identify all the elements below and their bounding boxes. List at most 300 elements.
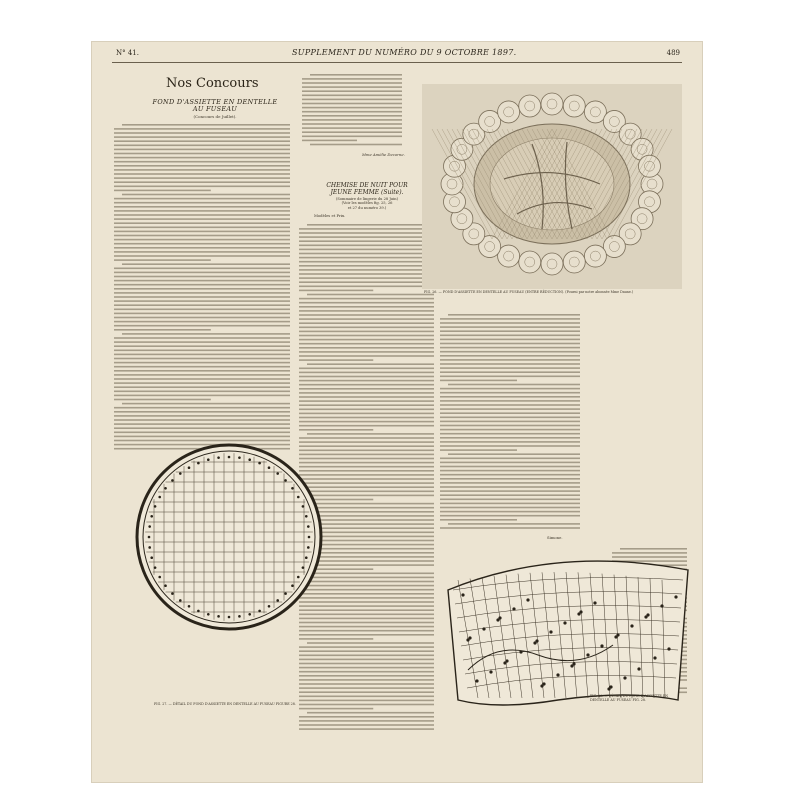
text-line bbox=[299, 724, 434, 726]
text-line bbox=[307, 224, 434, 226]
text-line bbox=[299, 236, 434, 238]
text-line bbox=[114, 382, 290, 384]
text-line bbox=[440, 417, 580, 419]
text-line bbox=[299, 290, 373, 292]
pin-dot bbox=[284, 479, 287, 482]
text-line bbox=[299, 409, 434, 411]
text-line bbox=[440, 490, 580, 492]
pin-dot bbox=[297, 496, 300, 499]
text-line bbox=[440, 421, 580, 423]
text-line bbox=[307, 503, 434, 505]
text-line bbox=[302, 123, 402, 125]
text-line bbox=[299, 298, 434, 300]
fan-pin-dot bbox=[674, 595, 677, 598]
doily-petal bbox=[541, 253, 563, 275]
text-line bbox=[299, 404, 434, 406]
text-line bbox=[299, 708, 373, 710]
text-line bbox=[114, 378, 290, 380]
text-line bbox=[299, 245, 434, 247]
text-line bbox=[299, 683, 434, 685]
text-line bbox=[440, 339, 580, 341]
text-line bbox=[114, 350, 290, 352]
pin-dot bbox=[291, 487, 294, 490]
fan-pin-dot bbox=[526, 598, 529, 601]
text-line bbox=[440, 355, 580, 357]
text-line bbox=[440, 527, 580, 529]
text-line bbox=[299, 388, 434, 390]
text-line bbox=[440, 396, 580, 398]
text-line bbox=[114, 276, 290, 278]
pin-dot bbox=[158, 496, 161, 499]
article-title-line1: FOND D'ASSIETTE EN DENTELLE bbox=[152, 98, 278, 106]
text-line bbox=[122, 263, 290, 265]
text-line bbox=[114, 145, 290, 147]
doily-petal bbox=[498, 101, 520, 123]
header-rule bbox=[112, 62, 682, 63]
fan-pin-dot bbox=[586, 653, 589, 656]
text-line bbox=[299, 273, 434, 275]
text-line bbox=[114, 415, 290, 417]
text-line bbox=[310, 144, 402, 146]
text-line bbox=[307, 433, 434, 435]
fan-pin-dot bbox=[630, 624, 633, 627]
text-line bbox=[114, 354, 290, 356]
text-line bbox=[299, 253, 434, 255]
text-line bbox=[114, 280, 290, 282]
pin-dot bbox=[308, 536, 311, 539]
text-line bbox=[440, 478, 580, 480]
pin-dot bbox=[248, 458, 251, 461]
text-line bbox=[299, 322, 434, 324]
text-line bbox=[299, 277, 434, 279]
text-line bbox=[299, 286, 434, 288]
text-line bbox=[440, 511, 580, 513]
fan-pin-dot bbox=[593, 601, 596, 604]
fan-pin-dot bbox=[637, 667, 640, 670]
text-line bbox=[299, 232, 434, 234]
fan-lace-diagram bbox=[438, 550, 693, 710]
text-line bbox=[114, 436, 290, 438]
text-line bbox=[440, 429, 580, 431]
text-line bbox=[299, 343, 434, 345]
text-line bbox=[114, 370, 290, 372]
text-line bbox=[299, 655, 434, 657]
signature-1: Mme Amélie Decorne. bbox=[362, 152, 405, 157]
text-line bbox=[299, 429, 373, 431]
pin-dot bbox=[258, 610, 261, 613]
pin-dot bbox=[238, 456, 241, 459]
pin-dot bbox=[228, 456, 231, 459]
text-line bbox=[114, 235, 290, 237]
text-line bbox=[114, 341, 290, 343]
text-line bbox=[114, 161, 290, 163]
text-line bbox=[440, 326, 580, 328]
caption-fig29: FIG. 29. — DÉTAIL DU FOND D'ASSIETTE EN DENTELLE AU FUSEAU FIG. 28. bbox=[590, 694, 669, 703]
text-line bbox=[114, 423, 290, 425]
text-line bbox=[114, 227, 290, 229]
text-line bbox=[440, 343, 580, 345]
text-line bbox=[302, 95, 402, 97]
text-line bbox=[114, 419, 290, 421]
signature-2: Simone. bbox=[547, 535, 563, 540]
text-line bbox=[114, 313, 290, 315]
text-line bbox=[299, 437, 434, 439]
text-line bbox=[114, 206, 290, 208]
text-line bbox=[299, 425, 434, 427]
pin-dot bbox=[150, 515, 153, 518]
text-line bbox=[299, 368, 434, 370]
text-line bbox=[302, 90, 402, 92]
article2-subtitle-line2: (Voir les modèles fig. 25, 26 bbox=[341, 201, 393, 206]
text-line bbox=[299, 663, 434, 665]
pin-dot bbox=[307, 525, 310, 528]
text-line bbox=[307, 294, 434, 296]
text-line bbox=[440, 449, 517, 451]
doily-petal bbox=[584, 101, 606, 123]
text-line bbox=[302, 82, 402, 84]
text-line bbox=[114, 321, 290, 323]
text-line bbox=[114, 210, 290, 212]
doily-petal bbox=[519, 251, 541, 273]
text-line bbox=[114, 165, 290, 167]
text-line bbox=[302, 78, 402, 80]
text-line bbox=[302, 127, 402, 129]
pin-dot bbox=[150, 556, 153, 559]
pin-dot bbox=[302, 505, 305, 508]
pin-dot bbox=[248, 613, 251, 616]
text-line bbox=[299, 306, 434, 308]
fan-pin-dot bbox=[653, 656, 656, 659]
article2-subtitle bbox=[307, 197, 427, 210]
text-line bbox=[302, 103, 402, 105]
text-line bbox=[299, 372, 434, 374]
text-line bbox=[122, 333, 290, 335]
text-line bbox=[440, 412, 580, 414]
text-line bbox=[440, 470, 580, 472]
text-line bbox=[114, 325, 290, 327]
text-line bbox=[114, 386, 290, 388]
fan-pin-dot bbox=[577, 612, 580, 615]
text-line bbox=[114, 153, 290, 155]
text-line bbox=[448, 384, 580, 386]
text-line bbox=[299, 716, 434, 718]
text-line bbox=[440, 437, 580, 439]
text-column-2-top bbox=[302, 72, 402, 147]
text-line bbox=[440, 404, 580, 406]
text-line bbox=[299, 269, 434, 271]
text-line bbox=[299, 359, 373, 361]
text-line bbox=[299, 413, 434, 415]
text-line bbox=[114, 288, 290, 290]
text-line bbox=[299, 421, 434, 423]
text-line bbox=[114, 140, 290, 142]
text-line bbox=[440, 335, 580, 337]
text-line bbox=[114, 374, 290, 376]
text-line bbox=[440, 425, 580, 427]
pin-dot bbox=[297, 576, 300, 579]
pin-dot bbox=[164, 487, 167, 490]
text-line bbox=[440, 482, 580, 484]
text-line bbox=[299, 265, 434, 267]
text-line bbox=[114, 239, 290, 241]
text-line bbox=[440, 376, 580, 378]
text-line bbox=[114, 329, 211, 331]
text-line bbox=[448, 314, 580, 316]
section-heading: Nos Concours bbox=[166, 76, 259, 91]
text-line bbox=[440, 462, 580, 464]
text-line bbox=[114, 202, 290, 204]
pin-dot bbox=[188, 466, 191, 469]
fan-pin-dot bbox=[461, 593, 464, 596]
pin-dot bbox=[305, 556, 308, 559]
text-line bbox=[299, 728, 434, 730]
text-line bbox=[299, 380, 434, 382]
text-line bbox=[114, 128, 290, 130]
text-line bbox=[114, 296, 290, 298]
text-line bbox=[299, 249, 434, 251]
pin-dot bbox=[291, 584, 294, 587]
text-line bbox=[299, 646, 434, 648]
text-line bbox=[299, 700, 434, 702]
text-line bbox=[440, 458, 580, 460]
pin-dot bbox=[179, 472, 182, 475]
text-line bbox=[299, 384, 434, 386]
text-line bbox=[114, 395, 290, 397]
text-line bbox=[114, 391, 290, 393]
fan-pin-dot bbox=[533, 641, 536, 644]
pin-dot bbox=[228, 616, 231, 619]
text-line bbox=[114, 304, 290, 306]
text-line bbox=[114, 231, 290, 233]
pin-dot bbox=[268, 605, 271, 608]
text-line bbox=[440, 466, 580, 468]
pin-dot bbox=[284, 592, 287, 595]
text-line bbox=[114, 243, 290, 245]
pin-dot bbox=[217, 456, 220, 459]
text-line bbox=[302, 86, 402, 88]
pin-dot bbox=[197, 610, 200, 613]
text-line bbox=[440, 445, 580, 447]
text-line bbox=[299, 696, 434, 698]
article2-subtitle-line3: et 27 du numéro 39.) bbox=[347, 205, 387, 210]
text-line bbox=[299, 396, 434, 398]
pin-dot bbox=[258, 462, 261, 465]
text-line bbox=[299, 355, 434, 357]
text-line bbox=[440, 330, 580, 332]
article2-subtitle-line1: (Sommaire de lingerie du 28 Juin) bbox=[336, 197, 398, 201]
text-line bbox=[299, 339, 434, 341]
text-line bbox=[440, 441, 580, 443]
text-line bbox=[310, 74, 402, 76]
text-line bbox=[440, 392, 580, 394]
text-line bbox=[299, 687, 434, 689]
text-line bbox=[114, 157, 290, 159]
doily-petal bbox=[584, 245, 606, 267]
text-line bbox=[448, 523, 580, 525]
text-line bbox=[440, 400, 580, 402]
text-line bbox=[299, 314, 434, 316]
pin-dot bbox=[207, 613, 210, 616]
text-line bbox=[299, 638, 373, 640]
text-line bbox=[299, 667, 434, 669]
fan-pin-dot bbox=[614, 635, 617, 638]
text-line bbox=[440, 347, 580, 349]
text-line bbox=[299, 720, 434, 722]
text-line bbox=[114, 149, 290, 151]
text-line bbox=[114, 214, 290, 216]
article-title-line2: AU FUSEAU bbox=[192, 105, 238, 113]
text-line bbox=[114, 222, 290, 224]
page-number: 489 bbox=[666, 49, 680, 57]
text-line bbox=[299, 671, 434, 673]
text-line bbox=[114, 181, 290, 183]
text-line bbox=[114, 177, 290, 179]
text-line bbox=[440, 499, 580, 501]
fan-pin-dot bbox=[512, 607, 515, 610]
article-subtitle: (Concours de Juillet). bbox=[193, 114, 237, 119]
pin-dot bbox=[217, 615, 220, 618]
fan-pin-dot bbox=[540, 684, 543, 687]
doily-petal bbox=[563, 251, 585, 273]
fan-pin-dot bbox=[503, 661, 506, 664]
text-line bbox=[299, 318, 434, 320]
fan-pin-dot bbox=[489, 670, 492, 673]
text-line bbox=[440, 363, 580, 365]
pin-dot bbox=[148, 546, 151, 549]
text-line bbox=[299, 331, 434, 333]
fan-pin-dot bbox=[549, 630, 552, 633]
doily-petal bbox=[519, 95, 541, 117]
pin-dot bbox=[188, 605, 191, 608]
pin-dot bbox=[276, 472, 279, 475]
supplement-title: SUPPLEMENT DU NUMÉRO DU 9 OCTOBRE 1897. bbox=[292, 48, 517, 57]
text-line bbox=[299, 650, 434, 652]
text-line bbox=[440, 519, 517, 521]
doily-petal bbox=[603, 236, 625, 258]
text-line bbox=[440, 359, 580, 361]
text-line bbox=[299, 400, 434, 402]
pin-dot bbox=[154, 505, 157, 508]
pin-dot bbox=[148, 525, 151, 528]
text-line bbox=[299, 659, 434, 661]
text-line bbox=[114, 169, 290, 171]
doily-petal bbox=[498, 245, 520, 267]
newspaper-page bbox=[92, 42, 702, 782]
text-line bbox=[302, 140, 357, 142]
text-line bbox=[122, 124, 290, 126]
text-line bbox=[299, 302, 434, 304]
text-line bbox=[307, 642, 434, 644]
text-line bbox=[440, 367, 580, 369]
pin-dot bbox=[305, 515, 308, 518]
text-line bbox=[440, 371, 580, 373]
text-line bbox=[114, 399, 211, 401]
text-line bbox=[114, 411, 290, 413]
text-line bbox=[114, 432, 290, 434]
text-line bbox=[114, 337, 290, 339]
article2-title bbox=[307, 182, 427, 196]
text-line bbox=[440, 322, 580, 324]
text-line bbox=[302, 136, 402, 138]
fan-pin-dot bbox=[660, 604, 663, 607]
text-line bbox=[299, 327, 434, 329]
text-line bbox=[114, 292, 290, 294]
text-line bbox=[114, 362, 290, 364]
text-line bbox=[302, 115, 402, 117]
fan-pin-dot bbox=[667, 647, 670, 650]
text-line bbox=[114, 345, 290, 347]
fan-pin-dot bbox=[607, 687, 610, 690]
fan-pin-dot bbox=[556, 673, 559, 676]
text-line bbox=[299, 257, 434, 259]
circular-lace-diagram bbox=[134, 442, 324, 632]
doily-photo-figure bbox=[422, 84, 682, 289]
doily-petal bbox=[541, 93, 563, 115]
pin-dot bbox=[276, 599, 279, 602]
pin-dot bbox=[171, 592, 174, 595]
text-line bbox=[299, 675, 434, 677]
pin-dot bbox=[179, 599, 182, 602]
fan-pin-dot bbox=[570, 664, 573, 667]
text-line bbox=[114, 427, 290, 429]
text-line bbox=[299, 281, 434, 283]
text-line bbox=[299, 335, 434, 337]
text-line bbox=[114, 259, 211, 261]
fan-pin-dot bbox=[644, 615, 647, 618]
text-line bbox=[114, 186, 290, 188]
doily-petal bbox=[563, 95, 585, 117]
pin-dot bbox=[238, 615, 241, 618]
text-line bbox=[440, 515, 580, 517]
text-line bbox=[114, 284, 290, 286]
text-line bbox=[440, 351, 580, 353]
article2-title-line2: JEUNE FEMME (Suite). bbox=[330, 189, 404, 196]
text-line bbox=[440, 408, 580, 410]
text-line bbox=[440, 474, 580, 476]
caption-fig26: FIG. 26. — FOND D'ASSIETTE EN DENTELLE AU FUSEAU (ENTRE RÉDUCTION). (Fourni par notre abonnée Mme Daune.) bbox=[424, 290, 634, 294]
text-line bbox=[299, 347, 434, 349]
pin-dot bbox=[302, 566, 305, 569]
text-line bbox=[122, 194, 290, 196]
text-column-1 bbox=[114, 122, 290, 452]
text-line bbox=[114, 300, 290, 302]
text-line bbox=[307, 573, 434, 575]
text-line bbox=[114, 255, 290, 257]
fan-pin-dot bbox=[466, 638, 469, 641]
text-line bbox=[302, 119, 402, 121]
text-line bbox=[299, 691, 434, 693]
text-line bbox=[302, 99, 402, 101]
pin-dot bbox=[207, 458, 210, 461]
text-line bbox=[114, 173, 290, 175]
text-line bbox=[440, 433, 580, 435]
pin-dot bbox=[307, 546, 310, 549]
text-line bbox=[299, 240, 434, 242]
text-line bbox=[299, 376, 434, 378]
text-line bbox=[114, 190, 211, 192]
text-line bbox=[440, 494, 580, 496]
text-line bbox=[440, 318, 580, 320]
text-line bbox=[114, 358, 290, 360]
text-line bbox=[114, 132, 290, 134]
text-line bbox=[114, 136, 290, 138]
issue-number: N° 41. bbox=[116, 49, 139, 57]
text-line bbox=[299, 310, 434, 312]
text-line bbox=[299, 228, 434, 230]
fan-pin-dot bbox=[496, 618, 499, 621]
article2-title-line1: CHEMISE DE NUIT POUR bbox=[326, 182, 408, 189]
text-line bbox=[302, 107, 402, 109]
